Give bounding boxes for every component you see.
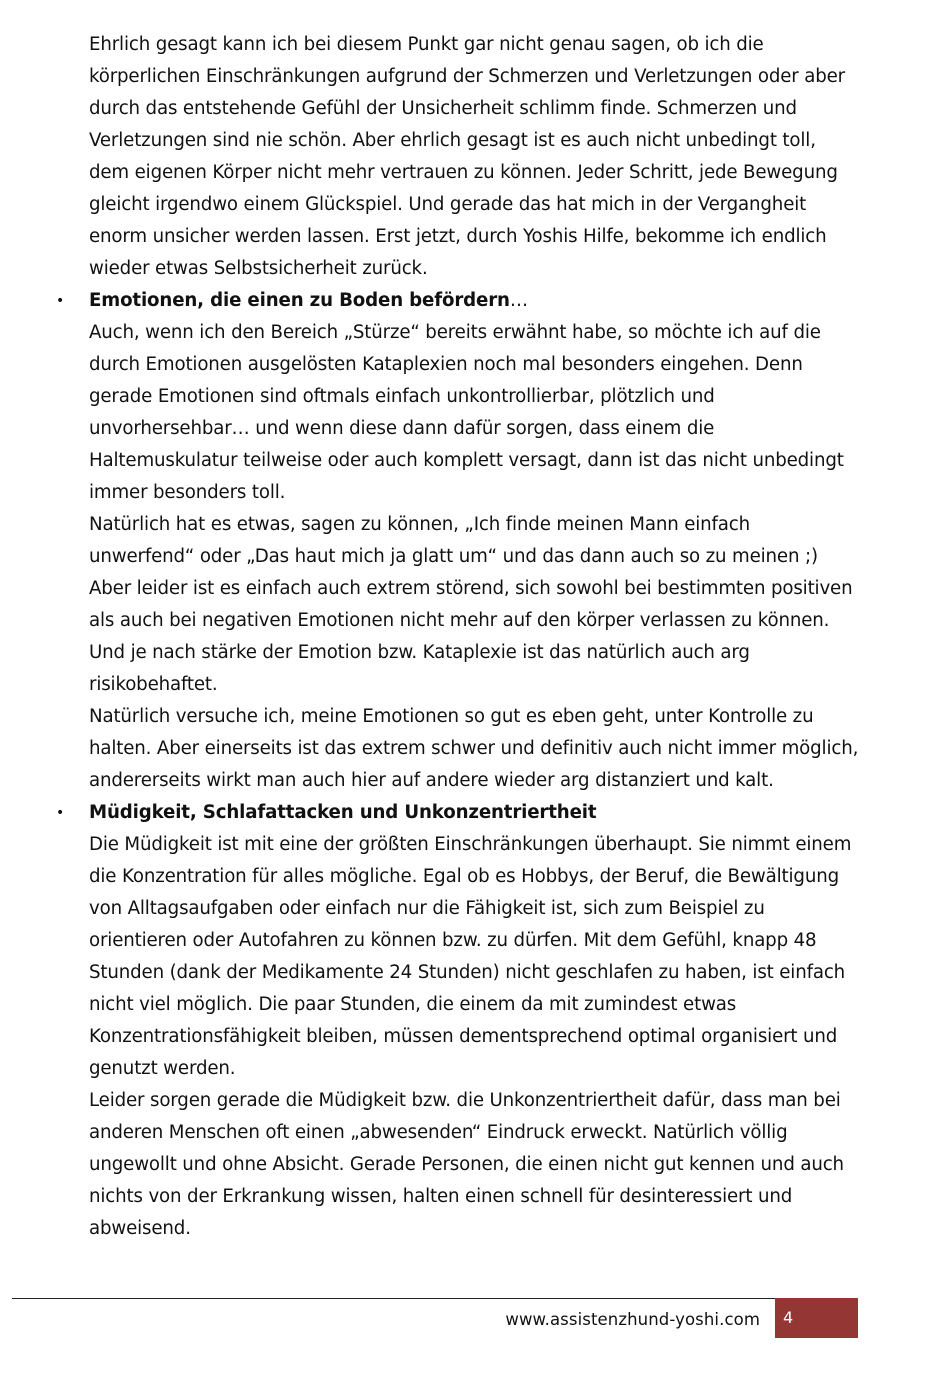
bullet-item-emotionen [56, 285, 859, 797]
bullet-paragraph: Natürlich hat es etwas, sagen zu können, „Ich finde meinen Mann einfach unwerfend“ oder „Das haut mich ja glatt um“ und das dann auch so zu meinen ;) Aber leider ist es einfach auch extrem störend, sich sowohl bei bestimmten positiven als auch bei negativen Emotionen nicht mehr auf den körper verlassen zu können. Und je nach stärke der Emotion bzw. Kataplexie ist das natürlich auch arg risikobehaftet. [89, 514, 853, 695]
bullet-heading [89, 797, 859, 829]
bullet-paragraph: Auch, wenn ich den Bereich „Stürze“ bereits erwähnt habe, so möchte ich auf die durch Emotionen ausgelösten Kataplexien noch mal besonders eingehen. Denn gerade Emotionen sind oftmals einfach unkontrollierbar, plötzlich und unvorhersehbar… und wenn diese dann dafür sorgen, dass einem die Haltemuskulatur teilweise oder auch komplett versagt, dann ist das nicht unbedingt immer besonders toll. [89, 322, 844, 503]
bullet-heading-text: Emotionen, die einen zu Boden befördern [89, 290, 510, 311]
page-number-badge [775, 1298, 858, 1338]
bullet-marker: • [56, 805, 65, 821]
body-text [56, 29, 859, 1245]
bullet-heading-suffix: … [509, 290, 528, 311]
bullet-paragraph: Leider sorgen gerade die Müdigkeit bzw. die Unkonzentriertheit dafür, dass man bei anderen Menschen oft einen „abwesenden“ Eindruck erweckt. Natürlich völlig ungewollt und ohne Absicht. Gerade Personen, die einen nicht gut kennen und auch nichts von der Erkrankung wissen, halten einen schnell für desinteressiert und abweisend. [89, 1090, 844, 1239]
footer-divider [12, 1298, 775, 1299]
footer-website-link[interactable]: www.assistenzhund-yoshi.com [505, 1310, 760, 1329]
bullet-heading-text: Müdigkeit, Schlafattacken und Unkonzentriertheit [89, 802, 597, 823]
intro-paragraph: Ehrlich gesagt kann ich bei diesem Punkt gar nicht genau sagen, ob ich die körperlichen Einschränkungen aufgrund der Schmerzen und Verletzungen oder aber durch das entstehende Gefühl der Unsicherheit schlimm finde. Schmerzen und Verletzungen sind nie schön. Aber ehrlich gesagt ist es auch nicht unbedingt toll, dem eigenen Körper nicht mehr vertrauen zu können. Jeder Schritt, jede Bewegung gleicht irgendwo einem Glückspiel. Und gerade das hat mich in der Vergangheit enorm unsicher werden lassen. Erst jetzt, durch Yoshis Hilfe, bekomme ich endlich wieder etwas Selbstsicherheit zurück. [89, 34, 845, 279]
bullet-marker: • [56, 293, 65, 309]
bullet-paragraph: Natürlich versuche ich, meine Emotionen so gut es eben geht, unter Kontrolle zu halten. Aber einerseits ist das extrem schwer und definitiv auch nicht immer möglich, andererseits wirkt man auch hier auf andere wieder arg distanziert und kalt. [89, 706, 859, 791]
bullet-item-muedigkeit [56, 797, 859, 1245]
page-number: 4 [783, 1308, 794, 1327]
bullet-heading [89, 285, 859, 317]
bullet-paragraph: Die Müdigkeit ist mit eine der größten Einschränkungen überhaupt. Sie nimmt einem die Konzentration für alles mögliche. Egal ob es Hobbys, der Beruf, die Bewältigung von Alltagsaufgaben oder einfach nur die Fähigkeit ist, sich zum Beispiel zu orientieren oder Autofahren zu können bzw. zu dürfen. Mit dem Gefühl, knapp 48 Stunden (dank der Medikamente 24 Stunden) nicht geschlafen zu haben, ist einfach nicht viel möglich. Die paar Stunden, die einem da mit zumindest etwas Konzentrationsfähigkeit bleiben, müssen dementsprechend optimal organisiert und genutzt werden. [89, 834, 852, 1079]
